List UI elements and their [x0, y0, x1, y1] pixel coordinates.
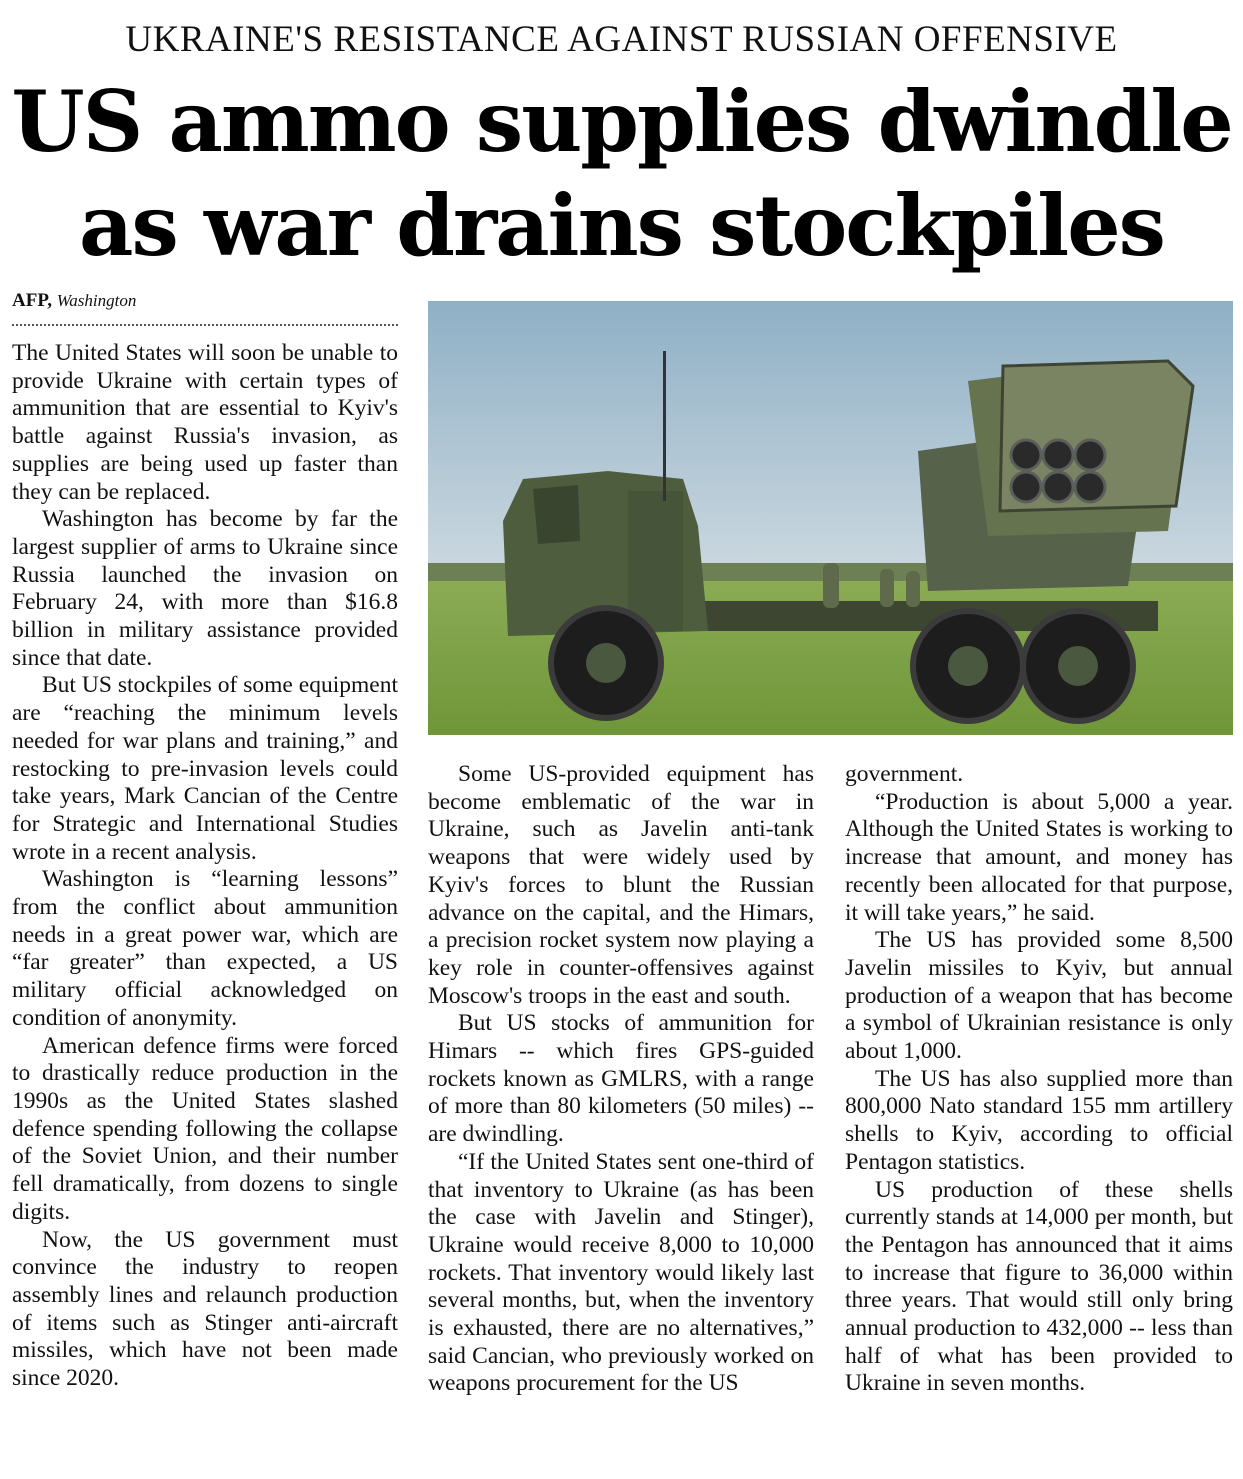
byline-divider: [12, 324, 398, 326]
paragraph: Some US-provided equipment has become emblematic of the war in Ukraine, such as Javelin anti-tank weapons that were widely used by Kyiv's forces to blunt the Russian advance on the capital, and the Himars, a precision rocket system now playing a key role in counter-offensives against Moscow's troops in the east and south.: [428, 761, 814, 1009]
headline-line-1: US ammo supplies dwindle: [11, 72, 1232, 171]
headline: [0, 70, 1243, 278]
headline-line-2: as war drains stockpiles: [79, 176, 1164, 275]
paragraph: government.: [845, 761, 964, 787]
paragraph: American defence firms were forced to drastically reduce production in the 1990s as the United States slashed defence spending following the collapse of the Soviet Union, and their number fell dramatically, from dozens to single digits.: [12, 1032, 398, 1225]
paragraph: “Production is about 5,000 a year. Although the United States is working to increase that amount, and money has recently been allocated for that purpose, it will take years,” he said.: [845, 788, 1233, 926]
paragraph: Washington is “learning lessons” from the conflict about ammunition needs in a great power war, which are “far greater” than expected, a US military official acknowledged on condition of anonymity.: [12, 866, 398, 1031]
paragraph: “If the United States sent one-third of that inventory to Ukraine (as has been the case with Javelin and Stinger), Ukraine would receive 8,000 to 10,000 rockets. That inventory would likely last several months, but, when the inventory is exhausted, there are no alternatives,” said Cancian, who previously worked on weapons procurement for the US: [428, 1148, 814, 1397]
paragraph: US production of these shells currently stands at 14,000 per month, but the Pentagon has announced that it aims to increase that figure to 36,000 within three years. That would still only bring annual production to 432,000 -- less than half of what has been provided to Ukraine in seven months.: [845, 1176, 1233, 1397]
byline: [12, 290, 136, 312]
paragraph: Now, the US government must convince the industry to reopen assembly lines and relaunch production of items such as Stinger anti-aircraft missiles, which have not been made since 2020.: [12, 1226, 398, 1392]
byline-location: Washington: [56, 291, 137, 310]
paragraph: The United States will soon be unable to provide Ukraine with certain types of ammunition that are essential to Kyiv's battle against Russia's invasion, as supplies are being used up faster than they can be replaced.: [12, 340, 398, 505]
article-column-3: [845, 761, 1233, 1398]
paragraph: Washington has become by far the largest supplier of arms to Ukraine since Russia launched the invasion on February 24, with more than $16.8 billion in military assistance provided since that date.: [12, 506, 398, 671]
article-column-1: [12, 340, 398, 1393]
paragraph: The US has provided some 8,500 Javelin missiles to Kyiv, but annual production of a weapon that has become a symbol of Ukrainian resistance is only about 1,000.: [845, 927, 1233, 1065]
byline-agency: AFP,: [12, 290, 52, 311]
paragraph: But US stockpiles of some equipment are “reaching the minimum levels needed for war plans and training,” and restocking to pre-invasion levels could take years, Mark Cancian of the Centre for Strategic and International Studies wrote in a recent analysis.: [12, 672, 398, 865]
article-column-2: [428, 761, 814, 1398]
himars-launcher-photo: [428, 301, 1233, 735]
paragraph: But US stocks of ammunition for Himars -- which fires GPS-guided rockets known as GMLRS, with a range of more than 80 kilometers (50 miles) -- are dwindling.: [428, 1010, 814, 1148]
section-kicker: UKRAINE'S RESISTANCE AGAINST RUSSIAN OFFENSIVE: [125, 19, 1118, 60]
paragraph: The US has also supplied more than 800,000 Nato standard 155 mm artillery shells to Kyiv, according to official Pentagon statistics.: [845, 1065, 1233, 1175]
